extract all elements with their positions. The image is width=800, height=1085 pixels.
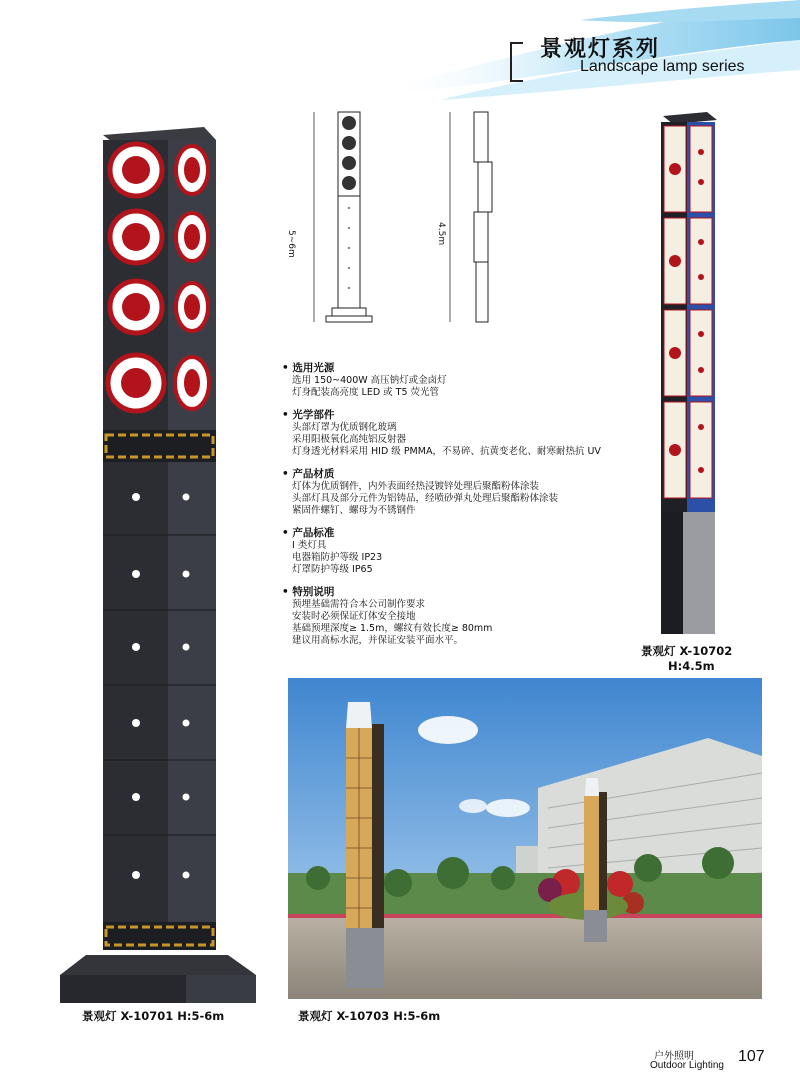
lamp-x10701-image xyxy=(56,125,260,1005)
spec-heading: • 产品标准 xyxy=(282,527,622,540)
spec-line: 紧固件螺钉、螺母为不锈钢件 xyxy=(292,505,416,516)
footer-section-en: Outdoor Lighting xyxy=(650,1060,724,1071)
spec-line: 灯罩防护等级 IP65 xyxy=(292,564,373,575)
caption-x10702-model: 景观灯 X-10702 xyxy=(641,644,733,658)
height-label-x10701: 5~6m xyxy=(286,230,296,258)
height-label-x10702: 4.5m xyxy=(436,222,446,246)
caption-x10703: 景观灯 X-10703 H:5-6m xyxy=(298,1009,441,1023)
spec-line: 头部灯具及部分元件为铝铸品，经喷砂弹丸处理后聚酯粉体涂装 xyxy=(292,493,559,504)
spec-heading: • 产品材质 xyxy=(282,468,622,481)
page-number: 107 xyxy=(738,1048,765,1065)
lamp-x10703-photo xyxy=(288,678,762,999)
spec-line: 采用阳极氧化高纯铝反射器 xyxy=(292,434,407,445)
spec-heading: • 选用光源 xyxy=(282,362,622,375)
spec-line: 电器箱防护等级 IP23 xyxy=(292,552,383,563)
caption-x10702-height: H:4.5m xyxy=(668,659,715,673)
spec-line: 灯身透光材料采用 HID 级 PMMA，不易碎、抗黄变老化、耐寒耐热抗 UV xyxy=(292,446,601,457)
spec-heading: • 光学部件 xyxy=(282,409,622,422)
spec-line: 基础预埋深度≥ 1.5m，螺纹有效长度≥ 80mm xyxy=(292,623,493,634)
caption-x10701: 景观灯 X-10701 H:5-6m xyxy=(82,1009,225,1023)
header-bracket xyxy=(510,42,523,82)
spec-line: 灯体为优质钢件，内外表面经热浸镀锌处理后聚酯粉体涂装 xyxy=(292,481,540,492)
specs-list xyxy=(282,362,622,657)
spec-line: 选用 150~400W 高压钠灯或金卤灯 xyxy=(292,375,447,386)
lamp-x10702-image xyxy=(655,112,725,642)
technical-drawing-x10702 xyxy=(430,108,510,330)
spec-line: 预埋基础需符合本公司制作要求 xyxy=(292,599,426,610)
page-subtitle: Landscape lamp series xyxy=(580,58,745,75)
footer-section-cn: 户外照明 xyxy=(654,1051,694,1062)
spec-group xyxy=(282,362,622,399)
spec-group xyxy=(282,527,622,576)
page-title: 景观灯系列 xyxy=(540,37,661,62)
spec-group xyxy=(282,409,622,458)
spec-line: I 类灯具 xyxy=(292,540,327,551)
spec-line: 建议用高标水泥，并保证安装平面水平。 xyxy=(292,635,464,646)
spec-line: 头部灯罩为优质钢化玻璃 xyxy=(292,422,397,433)
spec-heading: • 特别说明 xyxy=(282,586,622,599)
spec-group xyxy=(282,586,622,647)
technical-drawing-x10701 xyxy=(300,108,390,330)
spec-line: 灯身配装高亮度 LED 或 T5 荧光管 xyxy=(292,387,440,398)
spec-line: 安装时必须保证灯体安全接地 xyxy=(292,611,416,622)
spec-group xyxy=(282,468,622,517)
